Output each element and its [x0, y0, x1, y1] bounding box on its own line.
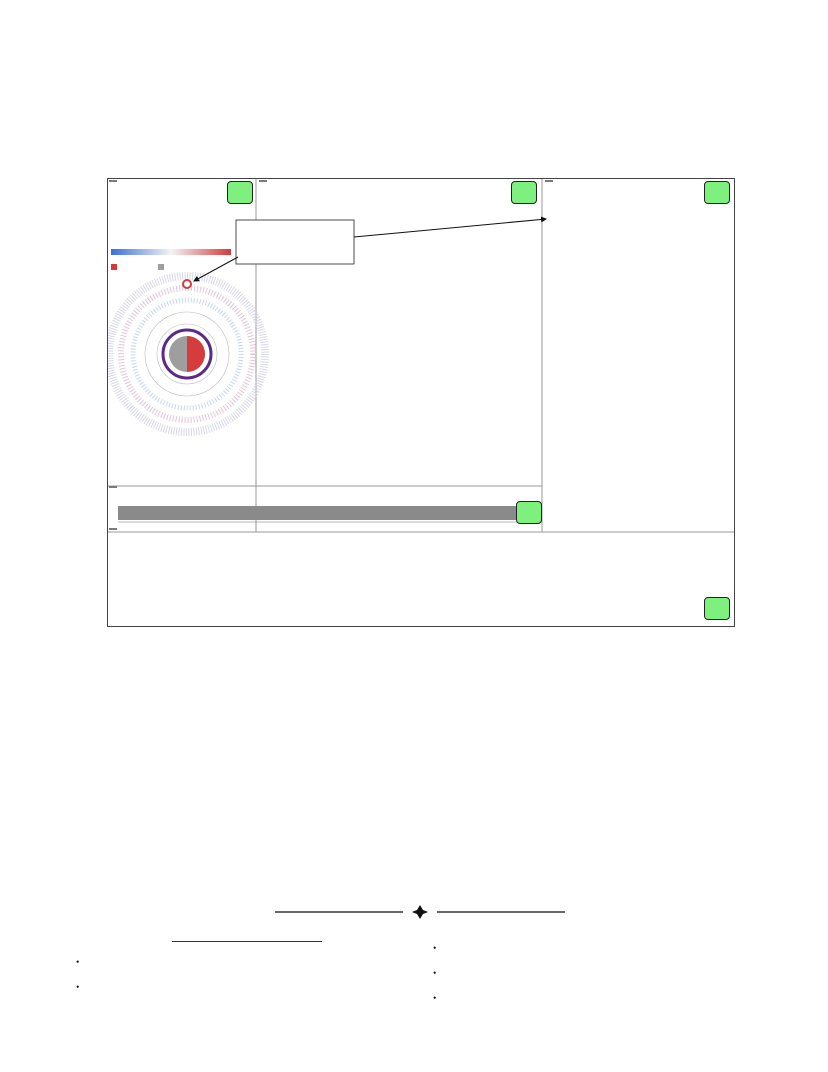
section-divider	[275, 905, 565, 919]
tag-c	[704, 181, 730, 204]
node-history-view-header	[545, 180, 553, 182]
divider-star-icon	[412, 905, 428, 919]
arxiv-stamp	[10, 290, 54, 760]
timeline-view-header	[109, 486, 117, 488]
abstract-radial-plot[interactable]	[109, 276, 265, 432]
figure-1	[107, 178, 735, 627]
tag-e	[704, 597, 730, 620]
failed-jobs-swatch	[111, 264, 117, 270]
abstract-view-header	[109, 180, 117, 182]
timeline-chart[interactable]	[118, 506, 528, 522]
job-view-header	[109, 528, 117, 530]
glyph-view-header	[259, 180, 267, 182]
footnote-rule	[172, 941, 322, 942]
tag-d	[516, 501, 542, 524]
tag-a	[227, 181, 253, 204]
passed-jobs-swatch	[158, 264, 164, 270]
tag-b	[511, 181, 537, 204]
figure-canvas	[108, 179, 734, 626]
